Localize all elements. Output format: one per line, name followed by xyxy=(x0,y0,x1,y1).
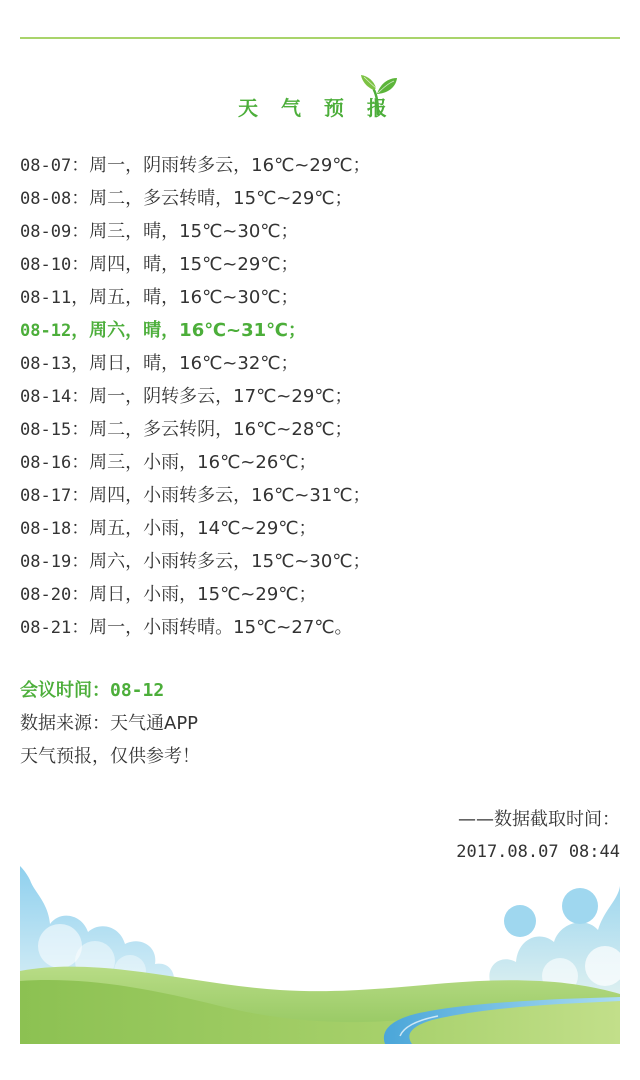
forecast-row-highlight xyxy=(20,314,620,347)
forecast-text: ：周四，晴，15℃~29℃； xyxy=(71,254,299,275)
forecast-date: 08-20 xyxy=(20,585,72,605)
forecast-text: ：周六，小雨转多云，15℃~30℃； xyxy=(71,551,371,572)
forecast-text: ：周二，多云转阴，16℃~28℃； xyxy=(71,419,353,440)
landscape-illustration xyxy=(20,866,620,1044)
forecast-date: 08-19 xyxy=(20,552,72,572)
forecast-text: ：周四，小雨转多云，16℃~31℃； xyxy=(71,485,371,506)
disclaimer: 天气预报，仅供参考！ xyxy=(20,746,200,767)
forecast-text: ，周六，晴，16℃~31℃； xyxy=(71,320,306,341)
forecast-date: 08-17 xyxy=(20,486,72,506)
meeting-date: 08-12 xyxy=(110,680,165,701)
info-section xyxy=(20,674,620,773)
sprout-icon xyxy=(358,72,400,116)
forecast-list xyxy=(20,149,620,644)
forecast-date: 08-15 xyxy=(20,420,72,440)
forecast-date: 08-07 xyxy=(20,156,72,176)
forecast-text: ：周一，阴转多云，17℃~29℃； xyxy=(71,386,353,407)
forecast-text: ：周三，小雨，16℃~26℃； xyxy=(71,452,317,473)
forecast-date: 08-09 xyxy=(20,222,72,242)
forecast-date: 08-13 xyxy=(20,354,72,374)
forecast-date: 08-21 xyxy=(20,618,72,638)
forecast-date: 08-18 xyxy=(20,519,72,539)
forecast-text: ，周五，晴，16℃~30℃； xyxy=(71,287,299,308)
forecast-text: ，周日，晴，16℃~32℃； xyxy=(71,353,299,374)
forecast-row xyxy=(20,248,620,281)
forecast-row xyxy=(20,149,620,182)
meeting-time xyxy=(20,674,620,707)
forecast-text: ：周三，晴，15℃~30℃； xyxy=(71,221,299,242)
data-source: 数据来源：天气通APP xyxy=(20,713,199,734)
forecast-row xyxy=(20,413,620,446)
forecast-row xyxy=(20,545,620,578)
forecast-date: 08-10 xyxy=(20,255,72,275)
meeting-label: 会议时间： xyxy=(20,680,110,701)
forecast-text: ：周一，小雨转晴。15℃~27℃。 xyxy=(71,617,353,638)
forecast-row xyxy=(20,380,620,413)
forecast-text: ：周日，小雨，15℃~29℃； xyxy=(71,584,317,605)
forecast-row xyxy=(20,215,620,248)
capture-time: 2017.08.07 08:44 xyxy=(456,842,620,862)
forecast-date: 08-14 xyxy=(20,387,72,407)
forecast-row xyxy=(20,182,620,215)
top-divider xyxy=(20,37,620,39)
forecast-text: ：周五，小雨，14℃~29℃； xyxy=(71,518,317,539)
forecast-row xyxy=(20,446,620,479)
forecast-text: ：周一，阴雨转多云，16℃~29℃； xyxy=(71,155,371,176)
forecast-row xyxy=(20,611,620,644)
forecast-date: 08-11 xyxy=(20,288,72,308)
forecast-row xyxy=(20,347,620,380)
capture-label: ——数据截取时间： xyxy=(458,809,620,830)
forecast-row xyxy=(20,479,620,512)
forecast-row xyxy=(20,512,620,545)
forecast-date: 08-08 xyxy=(20,189,72,209)
forecast-date: 08-16 xyxy=(20,453,72,473)
page-title: 天 气 预 报 xyxy=(238,96,395,120)
forecast-row xyxy=(20,578,620,611)
forecast-row xyxy=(20,281,620,314)
forecast-text: ：周二，多云转晴，15℃~29℃； xyxy=(71,188,353,209)
forecast-date: 08-12 xyxy=(20,321,72,341)
page-header xyxy=(0,72,640,120)
